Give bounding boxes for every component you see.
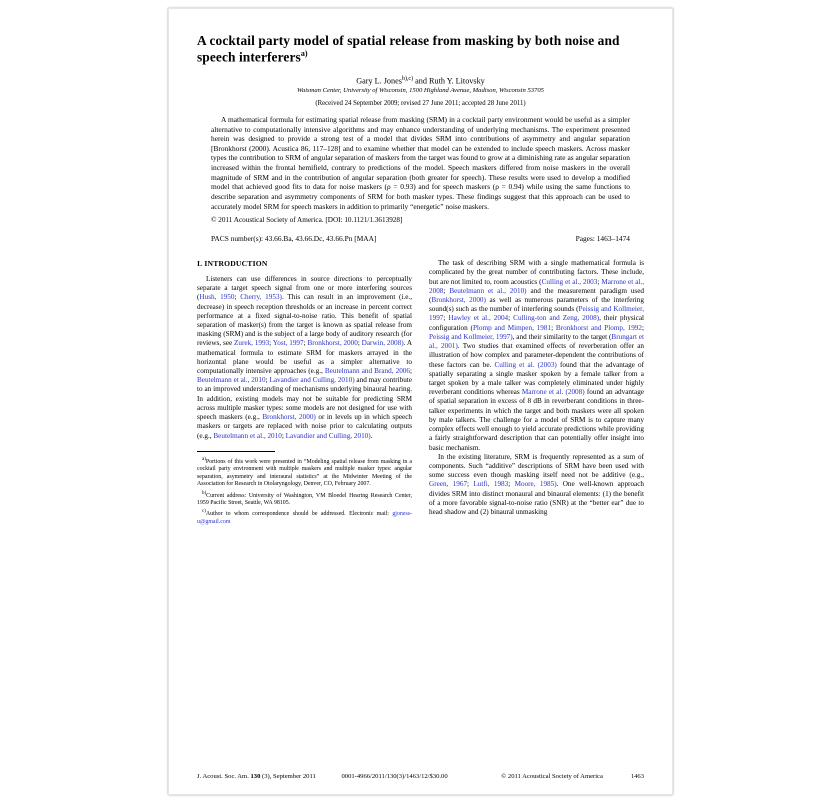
pacs-row [211, 234, 630, 243]
right-paragraph-1: The task of describing SRM with a single mathematical formula is complicated by the great number of contributing factors. These include, but are not limited to, room acoustics (Culling et al., 2003; Marrone et al., 2008; Beutelmann et al., 2010) and the measurement paradigm used (Bronkhorst, 2000) as well as numerous parameters of the interfering sound(s) such as the number of interfering sounds (Peissig and Kollmeier, 1997; Hawley et al., 2004; Culling-ton and Zeng, 2008), their physical configuration (Plomp and Mimpen, 1981; Bronkhorst and Plomp, 1992; Peissig and Kollmeier, 1997), and their similarity to the target (Brungart et al., 2001). Two studies that examined effects of reverberation offer an illustration of how complex and parameter-dependent the contributions of these factors can be. Culling et al. (2003) found that the advantage of spatially separating a single masker spoken by a female talker from a target spoken by a male talker was completely eliminated under highly reverberant conditions whereas Marrone et al. (2008) found an advantage of spatial separation in excess of 8 dB in reverberant conditions in three-talker experiments in which the target and both maskers were all spoken by male talkers. The challenge for a model of SRM is to capture many complex effects well enough to yield accurate predictions while providing a fairly straightforward description that can potentially offer insight into basic mechanism. [429, 259, 645, 452]
footer-copyright: © 2011 Acoustical Society of America [501, 773, 603, 780]
footnote-a [197, 457, 412, 489]
title-text: A cocktail party model of spatial release from masking by both noise and speech interferers [197, 33, 620, 65]
body-columns [197, 259, 644, 689]
paper-sheet [168, 8, 673, 795]
footnote-divider [197, 451, 275, 452]
footer-issn: 0001-4966/2011/130(3)/1463/12/$30.00 [341, 773, 448, 780]
page-footer [197, 773, 644, 780]
author-footnote-markers: b),c) [401, 76, 414, 83]
footnote-c [197, 509, 412, 526]
section-heading-introduction: I. INTRODUCTION [197, 259, 268, 269]
page-title [197, 33, 644, 66]
author-first: Gary L. Jones [356, 76, 402, 86]
intro-paragraph-1: Listeners can use differences in source directions to perceptually separate a target speech signal from one or more interfering sources (Hush, 1950; Cherry, 1953). This can result in an improvement (i.e., decrease) in speech reception thresholds or an increase in percent correct performance at a fixed signal-to-noise ratio. This benefit of spatial separation of masker(s) from the target is known as spatial release from masking (SRM) and is the subject of a large body of auditory research (for reviews, see Zurek, 1993; Yost, 1997; Bronkhorst, 2000; Darwin, 2008). A mathematical formula to estimate SRM for maskers arrayed in the horizontal plane would be useful as a simpler alternative to computationally intensive approaches (e.g., Beutelmann and Brand, 2006; Beutelmann et al., 2010; Lavandier and Culling, 2010) and may contribute to an improved understanding of mechanisms underlying binaural hearing. In addition, existing models may not be suitable for predicting SRM across multiple masker types: some models are not designed for use with speech maskers (e.g., Bronkhorst, 2000) or in levels up in which speech maskers or targets are replaced with noise prior to calculating outputs (e.g., Beutelmann et al., 2010; Lavandier and Culling, 2010). [197, 274, 413, 440]
footer-journal-ref: J. Acoust. Soc. Am. 130 (3), September 2011 [197, 773, 316, 780]
footer-page-number: 1463 [630, 773, 645, 780]
footnote-c-marker: c) [202, 509, 206, 515]
right-paragraph-2: In the existing literature, SRM is frequently represented as a sum of components. Such “additive” descriptions of SRM have been used with some success even though masking itself need not be additive (e.g., Green, 1967; Lutfi, 1983; Moore, 1985). One well-known approach divides SRM into distinct monaural and binaural elements: (1) the benefit of a more favorable signal-to-noise ratio (SNR) at the “better ear” due to head shadow and (2) binaural unmasking [429, 452, 645, 517]
footnotes [197, 457, 412, 526]
footnote-b-marker: b) [202, 490, 207, 496]
title-footnote-marker: a) [300, 49, 308, 59]
footnote-a-marker: a) [202, 456, 206, 462]
footnote-b [197, 491, 412, 508]
abstract: A mathematical formula for estimating spatial release from masking (SRM) in a cocktail party environment would be useful as a simpler alternative to computationally intensive algorithms and may enhance understanding of underlying mechanisms. The experiment presented herein was designed to provide a strong test of a model that divides SRM into contributions of asymmetry and angular separation [Bronkhorst (2000). Acustica 86, 117–128] and to examine whether that model can be extended to include speech maskers. Across masker types the contribution to SRM of angular separation of maskers from the target was found to grow at a diminishing rate as angular separation increased within the frontal hemifield, contrary to predictions of the model. Speech maskers differed from noise maskers in the overall magnitude of SRM and in the contribution of angular separation (both greater for speech). These results were used to develop a modified model that achieved good fits to data for noise maskers (ρ = 0.93) and for speech maskers (ρ = 0.94) while using the same functions to describe separation and asymmetry components of SRM for both masker types. These findings suggest that this approach can be used to accurately model SRM for speech maskers in addition to primarily “energetic” noise maskers. [211, 114, 630, 211]
footnote-a-text: Portions of this work were presented in “Modeling spatial release from masking in a cocktail party environment with multiple maskers and multiple masker types: angular separation, asymmetry and interaural statistics” at the Midwinter Meeting of the Association for Research in Otolaryngology, Denver, CO, February 2007. [197, 458, 412, 488]
footnote-c-text: Author to whom correspondence should be addressed. Electronic mail: gjoness-u@gmail.com [197, 511, 412, 525]
received-dates: (Received 24 September 2009; revised 27 June 2011; accepted 28 June 2011) [315, 99, 526, 107]
column-right [429, 259, 644, 689]
page-range: Pages: 1463–1474 [575, 234, 630, 244]
author-second: and Ruth Y. Litovsky [413, 76, 485, 86]
pacs-numbers: PACS number(s): 43.66.Ba, 43.66.Dc, 43.66.Pn [MAA] [211, 234, 377, 244]
author-line [197, 76, 644, 86]
affiliation: Waisman Center, University of Wisconsin, 1500 Highland Avenue, Madison, Wisconsin 53705 [297, 86, 544, 94]
column-left [197, 259, 412, 689]
footnote-b-text: Current address: University of Washington, VM Bloedel Hearing Research Center, 1959 Pacific Street, Seattle, WA 98105. [197, 492, 412, 506]
copyright-doi: © 2011 Acoustical Society of America. [DOI: 10.1121/1.3613928] [211, 216, 403, 225]
